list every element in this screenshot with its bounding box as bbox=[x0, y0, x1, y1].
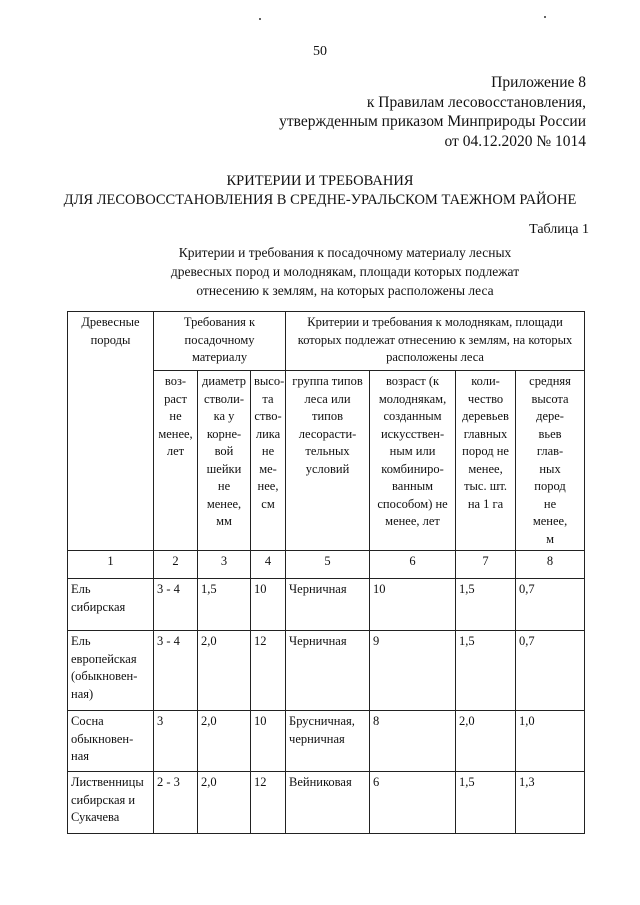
title-line: КРИТЕРИИ И ТРЕБОВАНИЯ bbox=[226, 173, 414, 189]
species-line: Ель bbox=[71, 634, 91, 648]
age-cell: 3 bbox=[154, 711, 198, 772]
subheader-line: вьев bbox=[538, 426, 562, 441]
subheader-line: менее, bbox=[532, 514, 568, 528]
column-number: 5 bbox=[286, 551, 370, 579]
subheader-line: ка у bbox=[213, 409, 235, 423]
appendix-line: утвержденным приказом Минприроды России bbox=[279, 113, 586, 130]
species-cell bbox=[68, 631, 154, 711]
species-line: европейская bbox=[71, 651, 137, 666]
tree-count-cell: 1,5 bbox=[456, 631, 516, 711]
subheader-line: ных bbox=[539, 461, 561, 476]
subheader-line: менее, bbox=[468, 461, 503, 476]
document-title bbox=[0, 172, 640, 210]
subheader-line: на 1 га bbox=[467, 496, 504, 511]
subheader-line: не bbox=[261, 444, 275, 458]
species-line: Сосна bbox=[71, 714, 104, 728]
subheader-line: условий bbox=[305, 461, 350, 476]
subheader-line: пород не bbox=[462, 444, 509, 458]
subheader-line: дере- bbox=[536, 409, 564, 423]
species-cell bbox=[68, 711, 154, 772]
height-cell: 10 bbox=[251, 579, 286, 631]
subheader-line: тыс. шт. bbox=[464, 479, 507, 493]
avg-height-cell: 0,7 bbox=[516, 631, 585, 711]
avg-height-cell: 0,7 bbox=[516, 579, 585, 631]
subheader-line: лика bbox=[255, 426, 281, 441]
column-number: 3 bbox=[198, 551, 251, 579]
subheader-line: созданным bbox=[383, 409, 442, 423]
header-planting-material: Требования к посадочному материалу bbox=[154, 312, 286, 371]
header-young-stands: Критерии и требования к молоднякам, площади которых подлежат отнесению к землям, на которых расположены леса bbox=[286, 312, 585, 371]
height-cell: 12 bbox=[251, 772, 286, 834]
subheader-line: диаметр bbox=[202, 374, 246, 388]
subheader-cell bbox=[456, 371, 516, 551]
subheader-line: стволи- bbox=[203, 391, 244, 406]
subheader-line: см bbox=[261, 496, 275, 511]
subheader-line: пород bbox=[534, 479, 566, 493]
subheader-line: лет bbox=[166, 444, 185, 458]
subheader-cell bbox=[286, 371, 370, 551]
subheader-line: вой bbox=[214, 444, 234, 458]
species-line: сибирская и bbox=[71, 792, 136, 807]
subheader-line: лесорасти- bbox=[298, 426, 357, 441]
age-cell: 2 - 3 bbox=[154, 772, 198, 834]
subheader-line: комбиниро- bbox=[381, 461, 444, 476]
subheader-line: менее, лет bbox=[385, 514, 440, 528]
table-row bbox=[68, 772, 585, 834]
subheader-line: не bbox=[543, 496, 557, 511]
subheader-line: нее, bbox=[257, 479, 279, 493]
species-line: (обыкновен- bbox=[71, 669, 138, 683]
subheader-line: высо- bbox=[254, 374, 285, 388]
subheader-line: ванным bbox=[392, 479, 434, 493]
subheader-line: ство- bbox=[254, 409, 282, 423]
table-row bbox=[68, 579, 585, 631]
subheader-line: м bbox=[546, 531, 554, 546]
table-row bbox=[68, 711, 585, 772]
subheader-line: средняя bbox=[529, 374, 571, 388]
subheader-line: раст bbox=[164, 391, 187, 406]
subheader-line: деревьев bbox=[462, 409, 509, 423]
avg-height-cell: 1,3 bbox=[516, 772, 585, 834]
caption-line: отнесению к землям, на которых расположены леса bbox=[196, 283, 494, 298]
subheader-line: не bbox=[217, 479, 231, 493]
subheader-line: группа типов bbox=[292, 374, 363, 388]
subheader-line: та bbox=[262, 391, 274, 406]
young-age-cell: 6 bbox=[370, 772, 456, 834]
appendix-line: от 04.12.2020 № 1014 bbox=[444, 132, 586, 150]
height-cell: 10 bbox=[251, 711, 286, 772]
caption-line: древесных пород и молоднякам, площади которых подлежат bbox=[170, 264, 520, 279]
appendix-line: к Правилам лесовосстановления, bbox=[366, 93, 586, 111]
young-age-cell: 8 bbox=[370, 711, 456, 772]
criteria-table bbox=[67, 311, 585, 834]
age-cell: 3 - 4 bbox=[154, 579, 198, 631]
young-age-cell: 10 bbox=[370, 579, 456, 631]
subheader-line: типов bbox=[312, 409, 344, 423]
table-caption bbox=[150, 243, 540, 300]
header-species: Древесные породы bbox=[68, 312, 154, 551]
subheader-line: шейки bbox=[206, 461, 242, 476]
subheader-line: тельных bbox=[305, 444, 350, 458]
subheader-cell bbox=[516, 371, 585, 551]
species-line: Лиственницы bbox=[71, 775, 144, 789]
forest-type-cell: Брусничная, черничная bbox=[286, 711, 370, 772]
tree-count-cell: 2,0 bbox=[456, 711, 516, 772]
forest-type-cell: Вейниковая bbox=[286, 772, 370, 834]
species-line: ная bbox=[71, 749, 89, 763]
subheader-line: молоднякам, bbox=[378, 391, 447, 406]
table-label: Таблица 1 bbox=[529, 222, 589, 237]
diameter-cell: 2,0 bbox=[198, 631, 251, 711]
young-age-cell: 9 bbox=[370, 631, 456, 711]
subheader-line: высота bbox=[531, 391, 569, 406]
column-number: 1 bbox=[68, 551, 154, 579]
diameter-cell: 1,5 bbox=[198, 579, 251, 631]
subheader-line: ме- bbox=[259, 461, 277, 476]
title-line: ДЛЯ ЛЕСОВОССТАНОВЛЕНИЯ В СРЕДНЕ-УРАЛЬСКОМ ТАЕЖНОМ РАЙОНЕ bbox=[63, 192, 577, 208]
age-cell: 3 - 4 bbox=[154, 631, 198, 711]
appendix-line: Приложение 8 bbox=[491, 74, 586, 91]
diameter-cell: 2,0 bbox=[198, 711, 251, 772]
species-cell bbox=[68, 772, 154, 834]
table-row bbox=[68, 631, 585, 711]
tree-count-cell: 1,5 bbox=[456, 772, 516, 834]
subheader-line: главных bbox=[463, 426, 508, 441]
subheader-cell bbox=[198, 371, 251, 551]
subheader-line: глав- bbox=[536, 444, 564, 458]
subheader-line: чество bbox=[467, 391, 504, 406]
subheader-line: менее, bbox=[158, 426, 193, 441]
subheader-line: ным или bbox=[389, 444, 436, 458]
subheader-line: мм bbox=[216, 514, 232, 528]
column-number: 4 bbox=[251, 551, 286, 579]
height-cell: 12 bbox=[251, 631, 286, 711]
subheader-line: коли- bbox=[471, 374, 500, 388]
species-line: Ель bbox=[71, 582, 91, 596]
appendix-block bbox=[279, 73, 586, 151]
column-number: 8 bbox=[516, 551, 585, 579]
scan-speck bbox=[259, 18, 261, 20]
avg-height-cell: 1,0 bbox=[516, 711, 585, 772]
species-line: сибирская bbox=[71, 599, 126, 614]
subheader-cell bbox=[154, 371, 198, 551]
subheader-line: воз- bbox=[164, 374, 187, 388]
subheader-line: искусствен- bbox=[380, 426, 445, 441]
forest-type-cell: Черничная bbox=[286, 579, 370, 631]
species-line: ная) bbox=[71, 686, 94, 701]
subheader-line: способом) не bbox=[377, 496, 448, 511]
column-number: 7 bbox=[456, 551, 516, 579]
subheader-cell bbox=[251, 371, 286, 551]
scan-speck bbox=[544, 16, 546, 18]
caption-line: Критерии и требования к посадочному материалу лесных bbox=[178, 245, 512, 260]
tree-count-cell: 1,5 bbox=[456, 579, 516, 631]
subheader-line: менее, bbox=[206, 496, 242, 511]
diameter-cell: 2,0 bbox=[198, 772, 251, 834]
page-number: 50 bbox=[313, 44, 327, 59]
subheader-cell bbox=[370, 371, 456, 551]
subheader-line: леса или bbox=[304, 391, 351, 406]
subheader-line: возраст (к bbox=[385, 374, 440, 388]
subheader-line: не bbox=[169, 409, 182, 423]
column-number: 6 bbox=[370, 551, 456, 579]
subheader-line: корне- bbox=[206, 426, 242, 441]
species-line: Сукачева bbox=[71, 810, 120, 824]
species-line: обыкновен- bbox=[71, 731, 134, 746]
species-cell bbox=[68, 579, 154, 631]
forest-type-cell: Черничная bbox=[286, 631, 370, 711]
column-number: 2 bbox=[154, 551, 198, 579]
